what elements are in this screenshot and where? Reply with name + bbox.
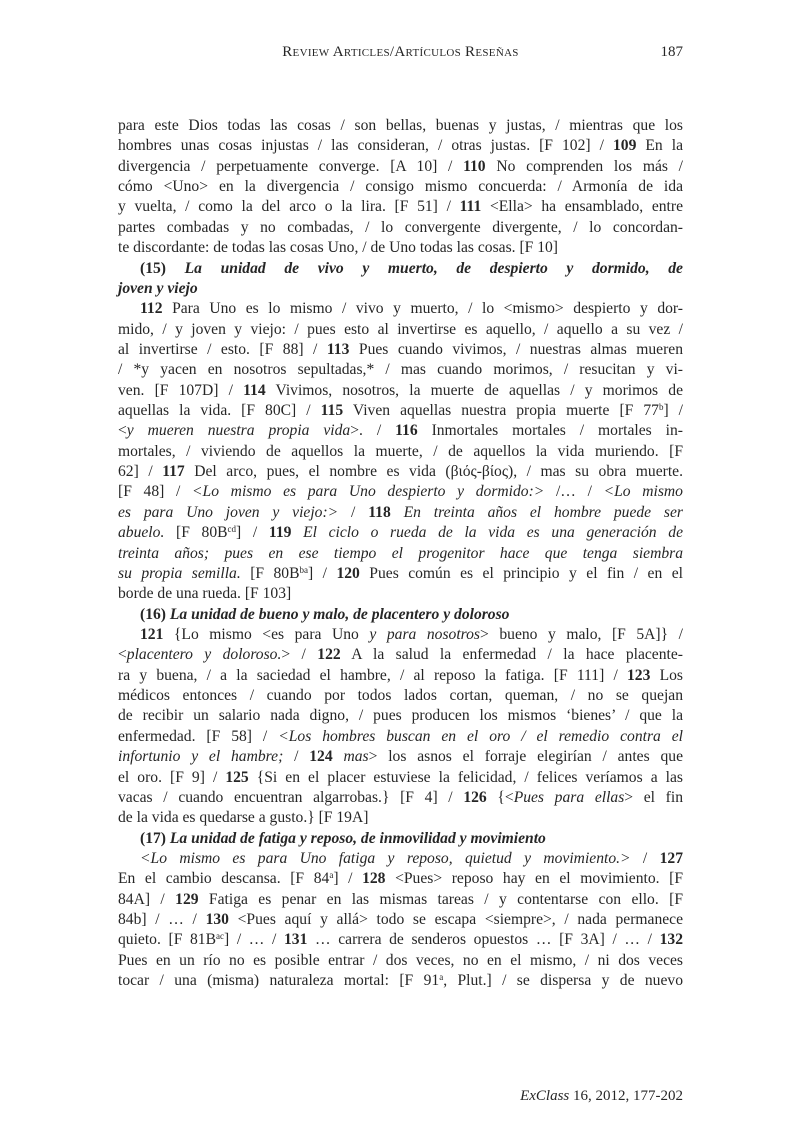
fragment-number: 114: [243, 381, 266, 399]
running-header: [118, 44, 683, 66]
heading-text: La unidad de vivo y muerto, de despierto y dormido, de: [184, 259, 683, 277]
text-run: Fatiga es penar en las mismas tareas / y contentarse con ello. [F: [198, 890, 683, 908]
text-run: En la: [636, 137, 683, 155]
text-run: > el fin: [624, 788, 683, 806]
heading-text: La unidad de fatiga y reposo, de inmovilidad y movimiento: [169, 829, 546, 847]
superscript: ba: [299, 564, 309, 575]
fragment-number: 124: [309, 748, 333, 766]
text-line: [118, 951, 683, 971]
italic-text: placentero y doloroso.: [126, 646, 282, 664]
text-run: mido, / y joven y viejo: / pues esto al invertirse es aquello, / aquello a su vez /: [118, 320, 683, 338]
fragment-number: 112: [140, 300, 163, 318]
text-run: [333, 748, 344, 765]
fragment-number: 109: [612, 137, 637, 155]
fragment-number: 111: [459, 198, 482, 216]
text-line: [118, 788, 683, 808]
text-line: [118, 971, 683, 991]
superscript: ac: [216, 931, 224, 942]
fragment-number: (16): [140, 605, 170, 623]
text-line: [118, 523, 683, 543]
text-run: {Si en el placer estuviese la felicidad, / felices veríamos a las: [248, 768, 683, 786]
superscript: cd: [227, 524, 237, 535]
text-run: > bueno y malo, [F 5A]} /: [480, 625, 683, 643]
text-run: Inmortales mortales / mortales in-: [417, 422, 683, 440]
running-title: Review Articles/Artículos Reseñas: [282, 44, 519, 60]
text-line: [118, 849, 683, 869]
text-run: ven. [F 107D] /: [118, 381, 244, 399]
text-run: el oro. [F 9] /: [118, 768, 226, 786]
text-run: /: [283, 748, 310, 766]
text-run: / *y yacen en nosotros sepultadas,* / mas cuando morimos, / resucitan y vi-: [118, 361, 683, 379]
text-line: [118, 381, 683, 401]
text-run: > los asnos el forraje elegirían / antes que: [368, 748, 683, 766]
fragment-number: 113: [326, 340, 350, 358]
fragment-number: 130: [205, 911, 229, 929]
fragment-number: 117: [162, 463, 185, 481]
text-run: /… /: [544, 483, 604, 501]
superscript: a: [329, 870, 334, 881]
paragraph: [118, 299, 683, 604]
text-line: [118, 666, 683, 686]
fragment-number: 121: [140, 625, 164, 643]
text-run: ] /: [236, 524, 269, 542]
text-run: Pues en un río no es posible entrar / dos veces, no en el mismo, / ni dos veces: [118, 951, 683, 969]
text-run: <: [118, 422, 127, 440]
fragment-number: 118: [368, 503, 391, 521]
paragraph: [118, 116, 683, 259]
text-run: partes combadas y no combadas, / lo convergente divergente, / lo concordan-: [118, 218, 683, 236]
superscript: b: [658, 402, 664, 413]
superscript: a: [439, 972, 444, 983]
text-run: <Pues aquí y allá> todo se escapa <siempre>, / nada permanece: [228, 911, 683, 929]
text-line: [118, 177, 683, 197]
text-run: borde de una rueda. [F 103]: [118, 585, 292, 603]
text-line: [118, 564, 683, 584]
text-line: [118, 442, 683, 462]
text-line: [118, 279, 683, 299]
text-run: [391, 504, 404, 521]
italic-text: <Lo mismo es para Uno fatiga y reposo, quietud y movimiento.>: [140, 849, 631, 867]
text-run: Los: [650, 666, 683, 684]
italic-text: infortunio y el hambre;: [118, 748, 284, 766]
text-run: ] /: [333, 870, 363, 888]
text-line: [118, 259, 683, 279]
text-line: [118, 197, 683, 217]
text-run: … carrera de senderos opuestos … [F 3A] / … /: [307, 931, 660, 949]
fragment-number: 131: [283, 931, 308, 949]
text-line: [118, 340, 683, 360]
text-run: quieto. [F 81B: [118, 931, 216, 949]
text-run: mortales, / viviendo de aquellos la muerte, / de aquellos la vida muriendo. [F: [118, 442, 683, 460]
italic-text: y mueren nuestra propia vida: [126, 422, 351, 440]
fragment-number: 126: [463, 788, 487, 806]
text-run: ] / … /: [224, 931, 284, 949]
text-line: [118, 706, 683, 726]
text-run: A la salud la enfermedad / la hace placente-: [340, 646, 683, 664]
text-run: <: [118, 646, 127, 664]
text-run: Viven aquellas nuestra propia muerte [F 77: [343, 402, 659, 420]
text-run: hombres unas cosas injustas / las consideran, / otras justas. [F 102] /: [118, 137, 613, 155]
text-run: ra y buena, / a la saciedad el hambre, / al reposo la fatiga. [F 111] /: [118, 666, 627, 684]
text-line: [118, 686, 683, 706]
journal-volume-pages: 16, 2012, 177-202: [569, 1088, 683, 1104]
text-line: [118, 320, 683, 340]
heading-text: joven y viejo: [118, 279, 198, 297]
fragment-number: 128: [362, 870, 386, 888]
fragment-number: 122: [317, 646, 341, 664]
text-run: enfermedad. [F 58] /: [118, 727, 279, 745]
text-run: vacas / cuando encuentran algarrobas.} [F 4] /: [118, 788, 464, 806]
text-run: /: [338, 503, 369, 521]
text-line: [118, 605, 683, 625]
text-run: Para Uno es lo mismo / vivo y muerto, / lo <mismo> despierto y dor-: [162, 300, 683, 318]
section-heading: [118, 829, 683, 849]
heading-text: La unidad de bueno y malo, de placentero y doloroso: [169, 605, 510, 623]
fragment-number: 120: [336, 564, 360, 582]
italic-text: mas: [343, 748, 369, 766]
text-run: 84A] /: [118, 890, 176, 908]
text-line: [118, 157, 683, 177]
fragment-number: 127: [659, 849, 683, 867]
fragment-number: 116: [395, 422, 418, 440]
text-run: > /: [281, 646, 318, 664]
text-run: ] /: [663, 402, 683, 420]
text-run: 84b] / … /: [118, 911, 206, 929]
italic-text: El ciclo o rueda de la vida es una generación de: [303, 524, 683, 542]
text-run: y vuelta, / como la del arco o la lira. [F 51] /: [118, 198, 460, 216]
text-run: Vivimos, nosotros, la muerte de aquellas / y morimos de: [265, 381, 683, 399]
text-line: [118, 503, 683, 523]
text-run: {Lo mismo <es para Uno: [163, 625, 370, 643]
text-line: [118, 747, 683, 767]
text-line: [118, 625, 683, 645]
italic-text: <Los hombres buscan en el oro / el remedio contra el: [278, 727, 683, 745]
italic-text: y para nosotros: [369, 625, 481, 643]
text-run: ] /: [308, 564, 337, 582]
fragment-number: 129: [175, 890, 199, 908]
italic-text: treinta años; pues en ese tiempo el progenitor hace que tenga siembra: [118, 544, 683, 562]
text-line: [118, 890, 683, 910]
paragraph: [118, 849, 683, 992]
fragment-number: (15): [140, 259, 185, 277]
text-run: No comprenden los más /: [485, 157, 683, 175]
text-line: [118, 238, 683, 258]
text-run: de la vida es quedarse a gusto.} [F 19A]: [118, 809, 369, 827]
text-line: [118, 544, 683, 564]
text-line: [118, 401, 683, 421]
italic-text: su propia semilla.: [118, 564, 241, 582]
text-line: [118, 116, 683, 136]
journal-name: ExClass: [520, 1088, 570, 1104]
page-number: 187: [660, 44, 683, 60]
text-run: divergencia / perpetuamente converge. [A 10] /: [118, 157, 464, 175]
text-run: aquellas la vida. [F 80C] /: [118, 402, 321, 420]
fragment-number: 110: [463, 157, 486, 175]
text-run: para este Dios todas las cosas / son bellas, buenas y justas, / mientras que los: [118, 117, 683, 134]
text-run: >. /: [350, 422, 396, 440]
text-run: 62] /: [118, 463, 163, 481]
text-line: [118, 584, 683, 604]
text-line: [118, 930, 683, 950]
text-line: [118, 218, 683, 238]
section-heading: [118, 605, 683, 625]
text-line: [118, 869, 683, 889]
fragment-number: 119: [268, 524, 292, 542]
fragment-number: 115: [320, 402, 344, 420]
text-line: [118, 421, 683, 441]
text-run: de recibir un salario nada digno, / pues producen los mismos ‘bienes’ / que la: [118, 707, 683, 725]
section-heading: [118, 259, 683, 300]
text-run: {<: [486, 788, 514, 806]
text-run: cómo <Uno> en la divergencia / consigo mismo concuerda: / Armonía de ida: [118, 178, 683, 196]
text-run: <Ella> ha ensamblado, entre: [481, 198, 683, 216]
text-run: Pues cuando vivimos, / nuestras almas mueren: [349, 340, 683, 358]
journal-citation: [520, 1088, 683, 1105]
italic-text: <Lo mismo es para Uno despierto y dormido:>: [192, 483, 545, 501]
text-line: [118, 645, 683, 665]
text-run: al invertirse / esto. [F 88] /: [118, 340, 327, 358]
text-run: , Plut.] / se dispersa y de nuevo: [443, 972, 683, 990]
italic-text: <Lo mismo: [603, 483, 683, 501]
text-line: [118, 360, 683, 380]
text-run: te discordante: de todas las cosas Uno, / de Uno todas las cosas. [F 10]: [118, 239, 558, 257]
text-line: [118, 299, 683, 319]
fragment-number: 125: [225, 768, 249, 786]
text-run: /: [630, 849, 660, 867]
text-line: [118, 910, 683, 930]
italic-text: abuelo.: [118, 524, 165, 542]
text-run: tocar / una (misma) naturaleza mortal: [F 91: [118, 972, 440, 990]
fragment-number: (17): [140, 829, 170, 847]
text-line: [118, 136, 683, 156]
text-run: Del arco, pues, el nombre es vida (βιός-βίος), / mas su obra muerte.: [184, 463, 683, 481]
text-run: En el cambio descansa. [F 84: [118, 870, 330, 888]
italic-text: es para Uno joven y viejo:>: [118, 503, 339, 521]
paragraph: [118, 625, 683, 829]
fragment-number: 123: [627, 666, 651, 684]
text-line: [118, 482, 683, 502]
text-run: Pues común es el principio y el fin / en el: [359, 564, 683, 582]
text-run: [F 48] /: [118, 483, 193, 501]
italic-text: En treinta años el hombre puede ser: [403, 503, 683, 521]
italic-text: Pues para ellas: [513, 788, 625, 806]
text-line: [118, 829, 683, 849]
text-line: [118, 462, 683, 482]
page-body: [118, 116, 683, 991]
text-run: <Pues> reposo hay en el movimiento. [F: [385, 870, 683, 888]
text-run: [F 80B: [164, 524, 228, 542]
text-run: médicos entonces / cuando por todos lados cortan, queman, / no se quejan: [118, 687, 683, 705]
text-line: [118, 727, 683, 747]
fragment-number: 132: [659, 931, 684, 949]
text-run: [F 80B: [240, 564, 300, 582]
text-line: [118, 808, 683, 828]
text-run: [291, 524, 303, 541]
text-line: [118, 768, 683, 788]
